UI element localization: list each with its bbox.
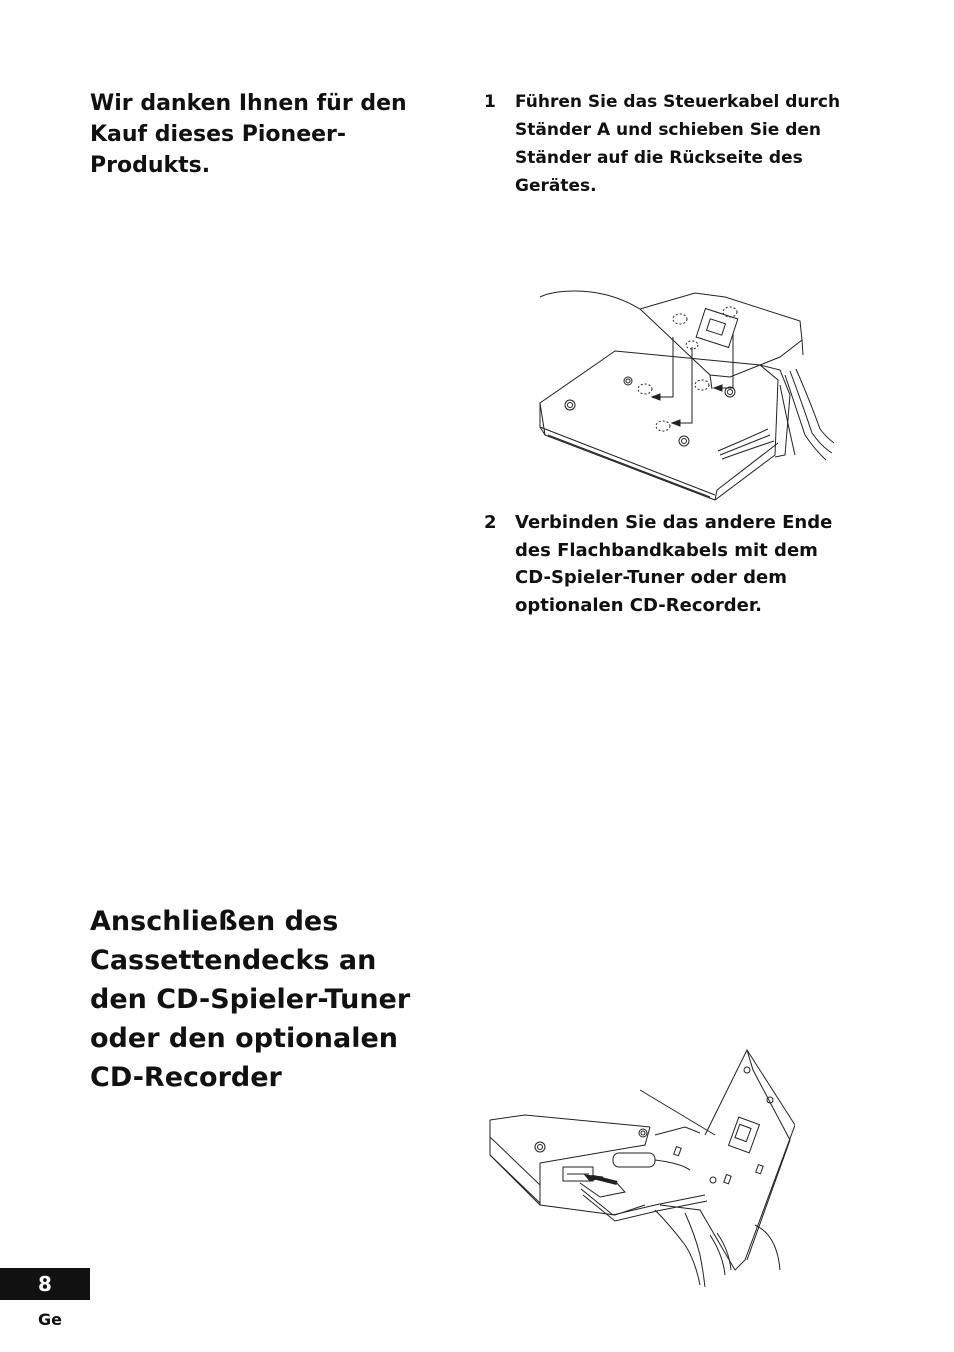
- page-number: 8: [0, 1268, 90, 1300]
- step-1-text: Führen Sie das Steuerkabel durch Ständer A und schieben Sie den Ständer auf die Rückseite des Gerätes.: [515, 92, 841, 196]
- step-1: [484, 88, 854, 200]
- step-1-number: 1: [484, 92, 496, 112]
- step-2-text: Verbinden Sie das andere Ende des Flachbandkabels mit dem CD-Spieler-Tuner oder dem optionalen CD-Recorder.: [515, 512, 833, 616]
- ribbon-cable-connection-illustration: [485, 1045, 795, 1290]
- language-code: Ge: [38, 1310, 62, 1329]
- section-heading: Anschließen des Cassettendecks an den CD-Spieler-Tuner oder den optionalen CD-Recorder: [90, 906, 411, 1093]
- step-2: [484, 509, 854, 619]
- step-2-number: 2: [484, 512, 497, 533]
- intro-text: Wir danken Ihnen für den Kauf dieses Pioneer-Produkts.: [90, 91, 407, 178]
- stand-attachment-illustration: [530, 285, 835, 505]
